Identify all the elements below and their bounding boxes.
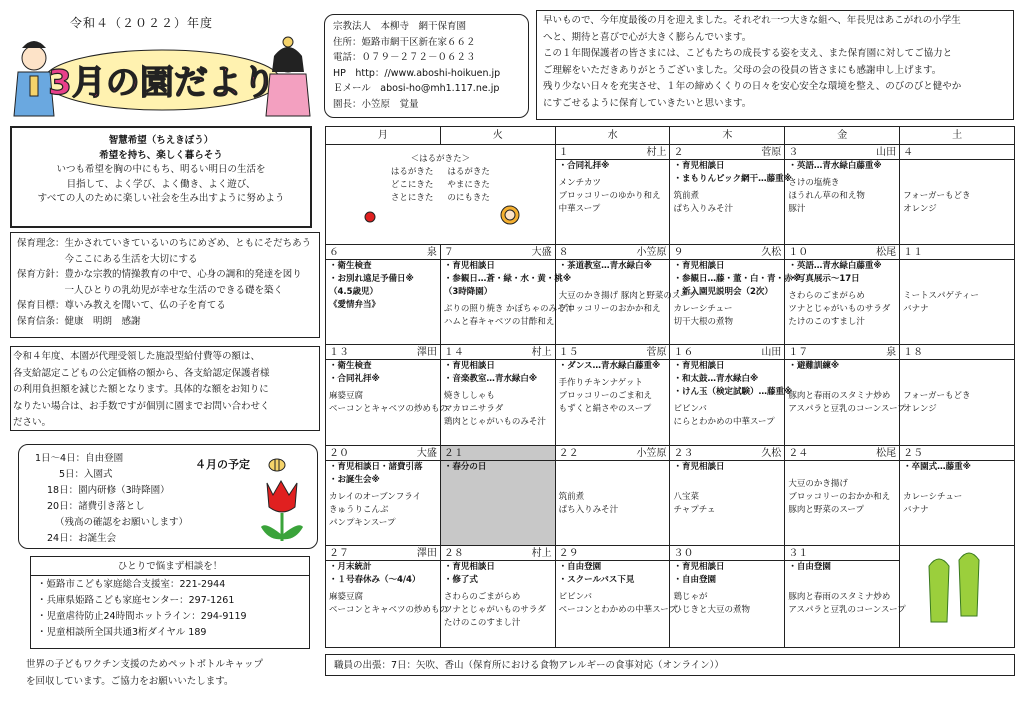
calendar-event: ・育児相談日 xyxy=(673,161,725,171)
menu-item: 切干大根の煮物 xyxy=(673,317,733,328)
menu-item: ミートスパゲティー xyxy=(903,291,979,302)
day-number: ８ xyxy=(558,247,569,259)
menu-item: 筑前煮 xyxy=(558,491,585,502)
motto-line: 目指して、よく学び、よく働き、よく遊び、 xyxy=(66,178,256,190)
menu-item: フォーガーもどき xyxy=(903,191,971,201)
day-number: ３ xyxy=(788,147,799,158)
day-number: ６ xyxy=(329,247,339,259)
calendar-event: ・育児相談日 xyxy=(443,361,495,372)
weekday-2: 水 xyxy=(555,127,670,145)
staff-name: 小笠原 xyxy=(636,247,667,259)
calendar-day-cell xyxy=(785,345,906,445)
weekday-5: 土 xyxy=(900,127,1015,145)
petbottle-line: 世界の子どもワクチン支援のためペットボトルキャップ xyxy=(26,659,264,670)
calendar-week xyxy=(326,245,1015,345)
tulip-icon xyxy=(261,481,303,541)
menu-item: アスパラと豆乳のコーンスープ xyxy=(788,404,906,415)
calendar-day-cell xyxy=(555,345,670,445)
menu-item: ぱち入りみそ汁 xyxy=(673,204,733,214)
calendar-event: ・けん玉（検定試験）…藤重※ xyxy=(673,387,793,398)
calendar-day-cell xyxy=(326,245,441,345)
day-header xyxy=(326,245,440,260)
hina-dolls-illustration xyxy=(12,32,312,120)
motto-title: 智慧希望（ちえきぼう） xyxy=(108,135,214,146)
intro-message xyxy=(536,10,1014,120)
day-header xyxy=(670,145,784,160)
menu-item: ぶりの照り焼き かぼちゃのみそ汁 xyxy=(443,304,575,315)
menu-item: カレイのオーブンフライ xyxy=(329,491,422,502)
menu-item: 手作りチキンナゲット xyxy=(558,378,643,389)
april-item: （残高の確認をお願いします） xyxy=(55,517,189,528)
calendar-event: ・衛生検査 xyxy=(329,261,372,272)
calendar-event: ・衛生検査 xyxy=(329,361,372,372)
menu-item: ビビンバ xyxy=(558,591,593,602)
weekday-4: 金 xyxy=(785,127,900,145)
menu-item: 大豆のかき揚げ xyxy=(788,478,848,489)
calendar-week xyxy=(326,445,1015,545)
calendar-event: ・合同礼拝※ xyxy=(558,161,610,171)
day-number: ２５ xyxy=(903,447,924,459)
menu-item: ベーコンとキャベツの炒めもの xyxy=(329,604,449,615)
contact-box xyxy=(324,14,529,118)
calendar-event: 《愛情弁当》 xyxy=(329,300,381,311)
spring-song-title: ＜はるがきた＞ xyxy=(410,154,471,164)
calendar-event: ・１号春休み（～4/4） xyxy=(329,574,421,585)
april-item: 1日～4日：自由登園 xyxy=(35,453,124,464)
menu-item: たけのこのすまし汁 xyxy=(788,317,865,328)
notice-line: なりたい場合は、お手数ですが個別に園までお問い合わせく xyxy=(13,400,270,412)
calendar-event: ・自由登園 xyxy=(558,561,602,572)
day-header xyxy=(670,446,784,461)
calendar-event: ・新入園児説明会（2次） xyxy=(673,287,773,298)
calendar-event: ・ダンス…青水緑白藤重※ xyxy=(558,361,661,372)
menu-item: オレンジ xyxy=(903,404,937,415)
calendar-event: ・参観日…藤・董・白・青・赤※ xyxy=(673,274,801,285)
day-number: ２８ xyxy=(443,547,464,559)
calendar-day-cell xyxy=(326,545,449,647)
menu-item: ベーコンとキャベツの炒めもの xyxy=(329,404,449,415)
spring-song-verse: はるがきた やまにきた のにもきた xyxy=(447,167,490,203)
calendar-event: ・自由登園 xyxy=(788,561,831,572)
menu-item: ひじきと大豆の煮物 xyxy=(673,604,750,615)
policy-box xyxy=(10,232,320,338)
consult-item: ・兵庫県姫路こども家庭センター：297-1261 xyxy=(37,595,235,606)
day-number: ２９ xyxy=(558,547,579,559)
day-number: ２７ xyxy=(329,547,349,559)
menu-item: 焼きししゃも xyxy=(443,391,495,402)
calendar-day-cell xyxy=(440,245,575,345)
menu-item: 麻婆豆腐 xyxy=(329,391,364,402)
calendar-event: ・月末統計 xyxy=(329,561,372,572)
newsletter-title: 3月の園だより xyxy=(48,63,276,103)
calendar-day-cell xyxy=(440,545,555,647)
calendar-event: ・お誕生会※ xyxy=(329,474,380,485)
day-header xyxy=(900,446,1014,461)
menu-item: 中華スープ xyxy=(558,204,601,214)
intro-line: にすごせるように保育していきたいと思います。 xyxy=(543,97,752,109)
contact-line: 園長：小笠原 覚量 xyxy=(333,98,419,110)
calendar-day-cell xyxy=(900,345,1015,445)
menu-item: バナナ xyxy=(903,304,929,315)
day-header xyxy=(556,446,670,461)
intro-line: 残り少ない日々を充実させ、１年の締めくくりの日々を安心安全な環境を整え、のびのびと健やか xyxy=(543,81,962,92)
day-header xyxy=(441,546,555,561)
consult-item: ・姫路市こども家庭総合支援室：221-2944 xyxy=(37,579,226,590)
day-header xyxy=(556,546,670,561)
calendar-event: ・春分の日 xyxy=(443,461,487,472)
menu-item: オレンジ xyxy=(903,204,937,214)
march-calendar xyxy=(325,126,1015,648)
menu-item: もずくと絹さやのスープ xyxy=(558,404,652,415)
menu-item: 鶏肉とじゃがいものみそ汁 xyxy=(443,417,546,428)
staff-name: 松尾 xyxy=(876,247,897,259)
day-header xyxy=(556,345,670,360)
motto-subtitle: 希望を持ち、楽しく暮らそう xyxy=(99,149,223,161)
menu-item: 麻婆豆腐 xyxy=(329,591,364,602)
menu-item: メンチカツ xyxy=(558,178,601,188)
menu-item: ビビンバ xyxy=(673,404,707,415)
menu-item: カレーシチュー xyxy=(903,491,963,502)
menu-item: 豚汁 xyxy=(788,204,806,214)
april-schedule xyxy=(18,444,318,549)
staff-name: 久松 xyxy=(761,447,782,459)
policy-line: 保育理念：生かされていきているいのちにめざめ、ともにそだちあう xyxy=(17,238,312,249)
day-header xyxy=(441,245,555,260)
consult-item: ・児童相談所全国共通3桁ダイヤル 189 xyxy=(37,627,207,638)
calendar-event: ・育児相談日 xyxy=(673,461,725,472)
menu-item: ツナとじゃがいものサラダ xyxy=(788,304,891,315)
day-number: ４ xyxy=(903,147,914,158)
consultation-box xyxy=(30,556,310,649)
day-header xyxy=(441,345,555,360)
intro-line: ご理解をいただきありがとうございました。父母の会の役員の皆さまにも感謝申し上げます。 xyxy=(543,64,942,76)
staff-name: 村上 xyxy=(531,347,552,359)
menu-item: さけの塩焼き xyxy=(788,178,840,188)
notice-line: ださい。 xyxy=(13,417,52,428)
motto-box xyxy=(10,126,312,228)
menu-item: きゅうりこんぶ xyxy=(329,504,389,515)
menu-item: 筑前煮 xyxy=(673,191,699,201)
april-item: 5日：入園式 xyxy=(59,469,113,480)
calendar-week xyxy=(326,145,1015,245)
calendar-event: ・卒園式…藤重※ xyxy=(903,461,971,472)
calendar-event: ・スクールバス下見 xyxy=(558,574,635,585)
day-number: ７ xyxy=(443,247,454,259)
april-item: 20日：諸費引き落とし xyxy=(47,501,145,512)
april-item: 24日：お誕生会 xyxy=(47,533,117,544)
calendar-week xyxy=(326,345,1015,445)
weekday-0: 月 xyxy=(326,127,441,145)
menu-item: 豚肉と春雨のスタミナ炒め xyxy=(788,391,891,402)
day-number: ３１ xyxy=(788,547,809,559)
day-number: ９ xyxy=(673,247,684,259)
menu-item: たけのこのすまし汁 xyxy=(443,617,521,628)
staff-travel xyxy=(325,654,1015,676)
day-header xyxy=(556,145,670,160)
intro-line: へと、期待と喜びで心が大きく膨らんでいます。 xyxy=(543,31,752,43)
calendar-event: ・育児相談日 xyxy=(673,561,725,572)
consult-title: ひとりで悩まず相談を！ xyxy=(31,559,309,576)
staff-name: 久松 xyxy=(761,247,782,259)
title-banner xyxy=(12,32,312,120)
staff-name: 大盛 xyxy=(416,447,437,459)
intro-line: 早いもので、今年度最後の月を迎えました。それぞれ一つ大きな組へ、年長児はあこがれの小学生 xyxy=(543,15,961,26)
calendar-event: ・まもりんピック網干…藤重※ xyxy=(673,174,792,184)
spring-song-cell xyxy=(326,145,556,245)
menu-item: さわらのごまがらめ xyxy=(788,291,865,302)
contact-line: 宗教法人 本柳寺 網干保育園 xyxy=(333,21,467,32)
calendar-event: ・育児相談日 xyxy=(673,361,725,372)
menu-item: さわらのごまがらめ xyxy=(443,591,521,602)
day-header xyxy=(900,345,1014,360)
motto-line: いつも希望を胸の中にもち、明るい明日の生活を xyxy=(56,164,266,175)
staff-name: 松尾 xyxy=(876,447,897,459)
bee-icon xyxy=(269,459,285,471)
calendar-day-cell xyxy=(440,345,555,445)
staff-name: 菅原 xyxy=(761,147,782,158)
menu-item: 八宝菜 xyxy=(673,491,699,502)
calendar-event: ・お別れ遠足予備日※ xyxy=(329,274,414,285)
calendar-day-cell xyxy=(555,445,670,545)
policy-line: 保育方針：豊かな宗教的情操教育の中で、心身の調和的発達を図り xyxy=(17,269,302,280)
calendar-day-cell xyxy=(555,145,670,245)
menu-item: フォーガーもどき xyxy=(903,391,971,402)
policy-line: 保育信条：健康 明朗 感謝 xyxy=(17,315,141,327)
day-number: １６ xyxy=(673,347,694,359)
contact-line[interactable]: HP http：//www.aboshi-hoikuen.jp xyxy=(333,67,501,79)
calendar-day-cell xyxy=(326,445,441,545)
calendar-event: ・参観日…蒼・緑・水・黄・桃※ xyxy=(443,274,572,285)
day-number: １８ xyxy=(903,347,924,359)
calendar-day-cell xyxy=(670,145,792,245)
weekday-1: 火 xyxy=(440,127,555,145)
menu-item: 鶏じゃが xyxy=(673,591,708,602)
contact-line: 電話：０７９－２７２－０６２３ xyxy=(333,52,476,63)
day-number: ２３ xyxy=(673,447,694,459)
calendar-event: ・自由登園 xyxy=(673,574,716,585)
calendar-event: ・育児相談日 xyxy=(443,261,495,272)
day-number: １１ xyxy=(903,247,924,259)
calendar-day-cell xyxy=(900,145,1015,245)
day-number: ２４ xyxy=(788,447,809,459)
notice-line: 各支給認定こどもの公定価格の額から、各支給認定保護者様 xyxy=(13,367,270,379)
calendar-day-cell xyxy=(326,345,449,445)
consult-item: ・児童虐待防止24時間ホットライン：294-9119 xyxy=(37,611,247,622)
menu-item: ブロッコリーのおかか和え xyxy=(558,304,661,315)
bottle-cap-notice xyxy=(26,656,326,690)
staff-name: 泉 xyxy=(426,247,437,259)
day-header xyxy=(785,546,899,561)
calendar-day-cell xyxy=(900,445,1015,545)
menu-item: カレーシチュー xyxy=(673,304,733,315)
menu-item: 豚肉と野菜のスープ xyxy=(788,504,864,515)
menu-item: ベーコンとわかめの中華スープ xyxy=(558,604,677,615)
menu-item: ぱち入りみそ汁 xyxy=(558,504,619,515)
menu-item: チャプチェ xyxy=(673,504,716,515)
day-header xyxy=(785,145,899,160)
calendar-day-cell xyxy=(670,345,793,445)
fiscal-year-label: 令和４（２０２２）年度 xyxy=(70,16,214,30)
staff-name: 村上 xyxy=(531,547,552,559)
ladybug-icon xyxy=(365,212,375,222)
menu-item: ツナとじゃがいものサラダ xyxy=(443,604,546,615)
day-header xyxy=(326,546,440,561)
day-number: １５ xyxy=(558,347,579,359)
day-number: ２ xyxy=(673,147,684,158)
day-number: １４ xyxy=(443,347,464,359)
calendar-day-cell xyxy=(900,245,1015,345)
menu-item: アスパラと豆乳のコーンスープ xyxy=(788,604,906,615)
spring-decoration xyxy=(340,205,540,233)
menu-item: にらとわかめの中華スープ xyxy=(673,417,775,428)
calendar-day-cell xyxy=(670,545,785,647)
calendar-event: ・英語…青水緑白藤重※ xyxy=(788,261,882,272)
calendar-event: ・音楽教室…青水緑白※ xyxy=(443,374,538,385)
staff-name: 澤田 xyxy=(416,547,437,559)
policy-line: 今ここにある生活を大切にする xyxy=(17,253,198,265)
day-header xyxy=(900,245,1014,260)
calendar-day-cell xyxy=(670,445,785,545)
staff-name: 山田 xyxy=(761,347,782,359)
day-header xyxy=(785,345,899,360)
staff-name: 村上 xyxy=(646,147,667,158)
day-header xyxy=(441,446,555,461)
spring-song-verse: はるがきた どこにきた さとにきた xyxy=(390,167,434,203)
day-header xyxy=(900,145,1014,160)
fee-notice xyxy=(10,346,320,431)
menu-item: パンプキンスープ xyxy=(329,517,396,528)
staff-name: 大盛 xyxy=(531,247,552,259)
calendar-event: ・合同礼拝※ xyxy=(329,374,380,385)
staff-text: 7日：矢吹、香山（保育所における食物アレルギーの食事対応（オンライン）） xyxy=(391,660,724,671)
contact-line[interactable]: Ｅメール abosi-ho@mh1.117.ne.jp xyxy=(333,83,500,94)
policy-line: 保育目標：尊いみ教えを聞いて、仏の子を育てる xyxy=(17,300,226,311)
menu-item: ブロッコリーのゆかり和え xyxy=(558,191,661,201)
calendar-event: ・英語…青水緑白藤重※ xyxy=(788,161,882,171)
day-number: １７ xyxy=(788,347,809,359)
menu-item: ブロッコリーのおかか和え xyxy=(788,491,891,502)
calendar-event: ・茶道教室…青水緑白※ xyxy=(558,261,652,272)
menu-item: マカロニサラダ xyxy=(443,404,504,415)
day-header xyxy=(785,446,899,461)
calendar-day-cell xyxy=(785,445,900,545)
day-header xyxy=(326,446,440,461)
day-number: ２１ xyxy=(443,447,464,459)
notice-line: 令和４年度、本園が代理受領した施設型給付費等の額は、 xyxy=(13,351,261,362)
staff-label: 職員の出張： xyxy=(334,660,392,671)
calendar-day-cell xyxy=(785,145,900,245)
menu-item: 大豆のかき揚げ 豚肉と野菜のスープ xyxy=(558,291,697,302)
day-number: ２０ xyxy=(329,447,349,459)
calendar-event: （3時降園） xyxy=(443,287,493,298)
calendar-week xyxy=(326,545,1015,647)
intro-line: この１年間保護者の皆さまには、こどもたちの成長する姿を支え、また保育園に対してご協力と xyxy=(543,48,953,59)
petbottle-line: を回収しています。ご協力をお願いいたします。 xyxy=(26,676,234,687)
notice-line: の利用負担額を減じた額となります。具体的な額をお知りに xyxy=(13,384,269,395)
contact-line: 住所：姫路市網干区新在家６６２ xyxy=(333,36,476,48)
asparagus-illustration-cell xyxy=(900,545,1015,647)
menu-item: バナナ xyxy=(903,504,929,515)
calendar-event: ・避難訓練※ xyxy=(788,361,840,372)
weekday-header-row xyxy=(326,127,1015,145)
day-number: １０ xyxy=(788,247,809,259)
menu-item: ハムと春キャベツの甘酢和え xyxy=(443,317,555,328)
calendar-day-cell xyxy=(785,245,900,345)
menu-item: 豚肉と春雨のスタミナ炒め xyxy=(788,591,891,602)
calendar-day-cell xyxy=(785,545,906,647)
day-number: ３０ xyxy=(673,547,694,559)
calendar-event: ・写真展示～17日 xyxy=(788,274,860,285)
day-number: １３ xyxy=(329,347,349,359)
day-header xyxy=(670,345,784,360)
calendar-day-cell xyxy=(440,445,555,545)
day-header xyxy=(326,345,440,360)
staff-name: 菅原 xyxy=(646,347,667,359)
calendar-event: ・育児相談日・諸費引落 xyxy=(329,461,423,472)
motto-line: すべての人のために楽しい社会を生み出すように努めよう xyxy=(37,193,285,204)
day-number: １ xyxy=(558,147,569,158)
calendar-event: ・修了式 xyxy=(443,574,478,585)
calendar-day-cell xyxy=(555,545,677,647)
weekday-3: 木 xyxy=(670,127,785,145)
menu-item: ほうれん草の和え物 xyxy=(788,191,865,201)
april-item: 18日：園内研修（3時降園） xyxy=(47,485,170,496)
day-header xyxy=(670,546,784,561)
calendar-event: ・育児相談日 xyxy=(673,261,725,272)
menu-item: ブロッコリーのごま和え xyxy=(558,391,652,402)
staff-name: 澤田 xyxy=(416,347,437,359)
calendar-event: （4.5歳児） xyxy=(329,287,379,298)
calendar-event: ・育児相談日 xyxy=(443,561,495,572)
tulip-bee-illustration xyxy=(255,455,311,545)
asparagus-icon xyxy=(903,546,1003,626)
day-header xyxy=(670,245,784,260)
april-title: ４月の予定 xyxy=(195,458,250,471)
day-header xyxy=(785,245,899,260)
day-header xyxy=(556,245,670,260)
staff-name: 泉 xyxy=(886,347,897,359)
staff-name: 小笠原 xyxy=(636,447,667,459)
staff-name: 山田 xyxy=(876,147,897,158)
lion-icon xyxy=(501,206,519,224)
calendar-day-cell xyxy=(555,245,697,345)
policy-line: 一人ひとりの乳幼児が幸せな生活のできる礎を築く xyxy=(17,284,284,296)
day-number: ２２ xyxy=(558,447,579,459)
calendar-event: ・和太鼓…青水緑白※ xyxy=(673,374,759,385)
